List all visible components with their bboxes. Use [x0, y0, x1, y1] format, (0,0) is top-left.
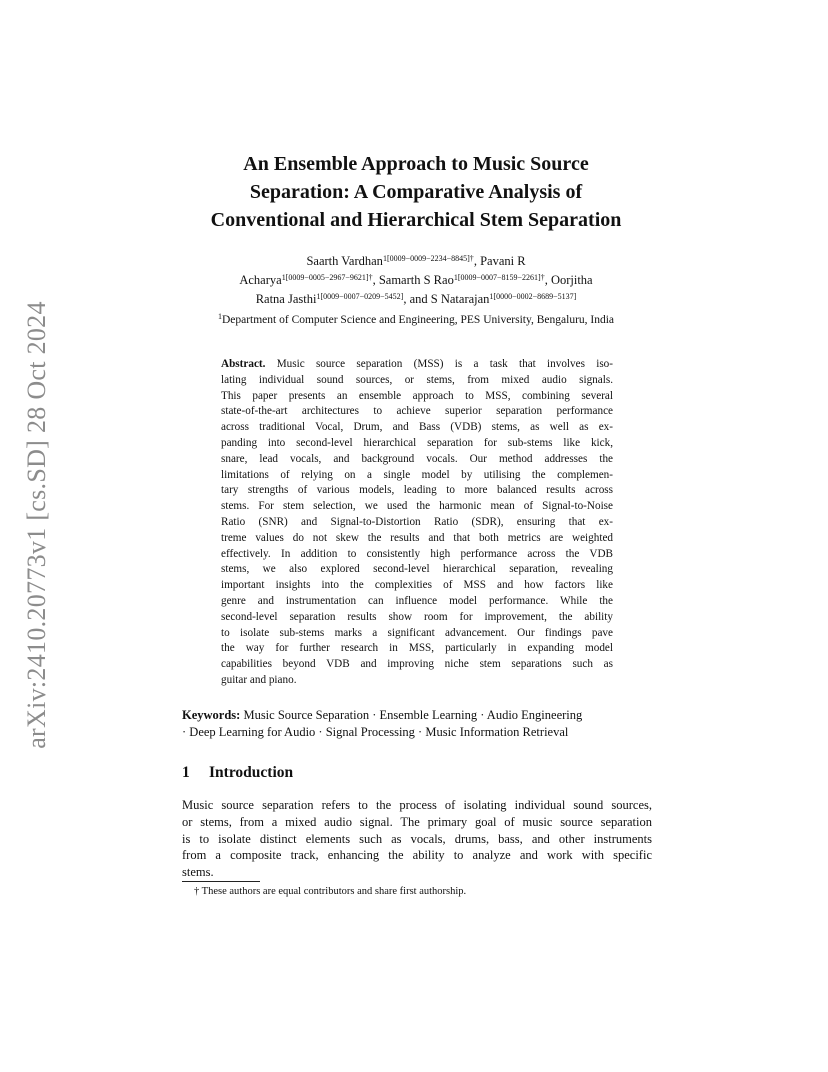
paper-title	[160, 150, 672, 234]
abstract-line: Ratio (SNR) and Signal-to-Distortion Ratio (SDR), ensuring that ex-	[221, 515, 613, 528]
title-line: Separation: A Comparative Analysis of	[249, 181, 583, 203]
abstract-line: stems, we also explored second-level hierarchical separation, revealing	[221, 563, 613, 576]
title-line: Conventional and Hierarchical Stem Separation	[210, 209, 622, 231]
keywords	[182, 707, 652, 741]
author-name: , Pavani R	[473, 254, 526, 268]
author-list	[160, 252, 672, 309]
abstract	[221, 357, 613, 689]
abstract-label: Abstract.	[221, 358, 266, 370]
affiliation	[160, 314, 672, 326]
arxiv-side-stamp	[16, 290, 58, 760]
abstract-line: panding into second-level hierarchical separation for sub-stems like kick,	[221, 436, 613, 449]
author-line	[160, 290, 672, 309]
abstract-line: genre and instrumentation can influence model performance. While the	[221, 594, 613, 607]
body-line: or stems, from a mixed audio signal. The primary goal of music source separation	[182, 814, 652, 829]
abstract-line: treme values do not skew the results and that both metrics are weighted	[221, 531, 613, 544]
abstract-line: tary strengths of various models, leading to more balanced results across	[221, 484, 613, 497]
body-line: from a composite track, enhancing the ability to analyze and work with specific	[182, 848, 652, 863]
abstract-line: limitations of relying on a single model by utilising the complemen-	[221, 468, 613, 481]
author-line	[160, 271, 672, 290]
body-line: stems.	[182, 865, 214, 880]
abstract-line: This paper presents an ensemble approach to MSS, combining several	[221, 389, 613, 402]
author-orcid: 1[0009−0007−0209−5452]	[316, 292, 404, 301]
keywords-text: Music Source Separation · Ensemble Learning · Audio Engineering	[243, 708, 583, 722]
author-name: , Samarth S Rao	[372, 273, 454, 287]
author-name: Acharya	[239, 273, 282, 287]
abstract-line: stems. For stem selection, we used the harmonic mean of Signal-to-Noise	[221, 500, 613, 513]
keywords-line	[182, 707, 652, 724]
abstract-line: capabilities beyond VDB and improving niche stem separations such as	[221, 658, 613, 671]
body-line: is to isolate distinct elements such as vocals, drums, bass, and other instruments	[182, 831, 652, 846]
abstract-line: lating individual sound sources, or stems, from mixed audio signals.	[221, 373, 613, 386]
abstract-line: second-level separation results show room for improvement, the ability	[221, 610, 613, 623]
section-title: Introduction	[209, 764, 294, 781]
abstract-line: snare, lead vocals, and background vocals. Our method addresses the	[221, 452, 613, 465]
keywords-line: · Deep Learning for Audio · Signal Processing · Music Information Retrieval	[182, 725, 569, 739]
abstract-line: guitar and piano.	[221, 673, 297, 686]
author-orcid: 1[0009−0005−2967−9621]†	[281, 273, 373, 282]
affiliation-text: Department of Computer Science and Engineering, PES University, Bengaluru, India	[221, 314, 615, 326]
keywords-label: Keywords:	[182, 708, 241, 722]
footnote-rule	[182, 881, 260, 882]
abstract-line: to isolate sub-stems marks a significant advancement. Our findings pave	[221, 626, 613, 639]
arxiv-identifier: arXiv:2410.20773v1 [cs.SD] 28 Oct 2024	[22, 301, 51, 749]
author-name: , and S Natarajan	[403, 292, 490, 306]
author-name: , Oorjitha	[544, 273, 593, 287]
introduction-paragraph	[182, 797, 652, 881]
abstract-line	[221, 357, 613, 373]
affiliation-marker: 1	[217, 312, 222, 321]
section-heading-introduction	[182, 764, 293, 782]
abstract-line: the way for further research in MSS, particularly in expanding model	[221, 642, 613, 655]
abstract-text: Music source separation (MSS) is a task that involves iso-	[276, 358, 613, 370]
abstract-line: important insights into the complexities of MSS and how factors like	[221, 579, 613, 592]
author-name: Ratna Jasthi	[255, 292, 317, 306]
footnote: † These authors are equal contributors and share first authorship.	[194, 886, 467, 897]
abstract-line: state-of-the-art architectures to achieve superior separation performance	[221, 405, 613, 418]
author-orcid: 1[0009−0009−2234−8845]†	[382, 254, 474, 263]
section-number: 1	[182, 764, 190, 781]
abstract-line: effectively. In addition to consistently high performance across the VDB	[221, 547, 613, 560]
author-line	[160, 252, 672, 271]
author-orcid: 1[0000−0002−8689−5137]	[489, 292, 577, 301]
title-line: An Ensemble Approach to Music Source	[243, 153, 589, 175]
abstract-line: across traditional Vocal, Drum, and Bass (VDB) stems, as well as ex-	[221, 421, 613, 434]
author-orcid: 1[0009−0007−8159−2261]†	[453, 273, 545, 282]
body-line: Music source separation refers to the process of isolating individual sound sources,	[182, 798, 652, 812]
author-name: Saarth Vardhan	[306, 254, 383, 268]
